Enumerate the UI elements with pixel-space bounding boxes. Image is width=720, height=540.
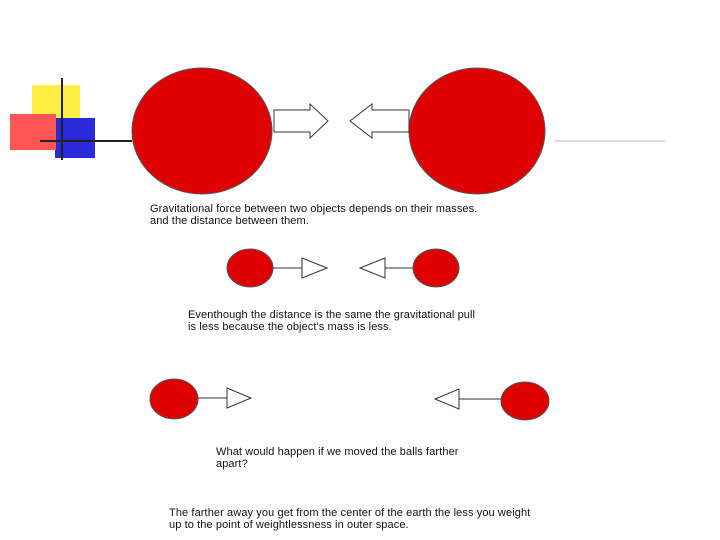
caption-smaller-mass	[188, 309, 475, 333]
arrow-left-icon	[350, 104, 409, 138]
far-ball-right	[501, 382, 549, 420]
far-ball-left	[150, 379, 198, 419]
arrow-right-icon	[274, 104, 328, 138]
small-balls-row	[227, 249, 459, 287]
red-square	[10, 114, 56, 150]
far-balls-row	[150, 379, 549, 420]
caption-question	[216, 446, 459, 470]
caption-conclusion	[169, 507, 530, 531]
far-arrow-left-icon	[435, 389, 501, 409]
caption-intro-line-1: Gravitational force between two objects depends on their masses.	[150, 203, 478, 215]
thin-arrow-left-icon	[360, 258, 413, 278]
small-ball-left	[227, 249, 273, 287]
caption-conclusion-line-1: The farther away you get from the center of the earth the less you weight	[169, 507, 531, 519]
caption-question-line-1: What would happen if we moved the balls farther	[216, 446, 459, 458]
caption-question-line-2: apart?	[216, 458, 248, 470]
caption-intro	[150, 203, 477, 227]
far-arrow-right-icon	[198, 388, 251, 408]
large-ball-left	[132, 68, 272, 194]
small-ball-right	[413, 249, 459, 287]
caption-smaller-mass-line-1: Eventhough the distance is the same the gravitational pull	[188, 309, 476, 321]
caption-conclusion-line-2: up to the point of weightlessness in outer space.	[169, 519, 409, 531]
decorative-corner-squares	[10, 78, 665, 160]
thin-arrow-right-icon	[273, 258, 327, 278]
caption-smaller-mass-line-2: is less because the object's mass is less.	[188, 321, 392, 333]
caption-intro-line-2: and the distance between them.	[150, 215, 309, 227]
large-ball-right	[409, 68, 545, 194]
large-balls-row	[132, 68, 545, 194]
